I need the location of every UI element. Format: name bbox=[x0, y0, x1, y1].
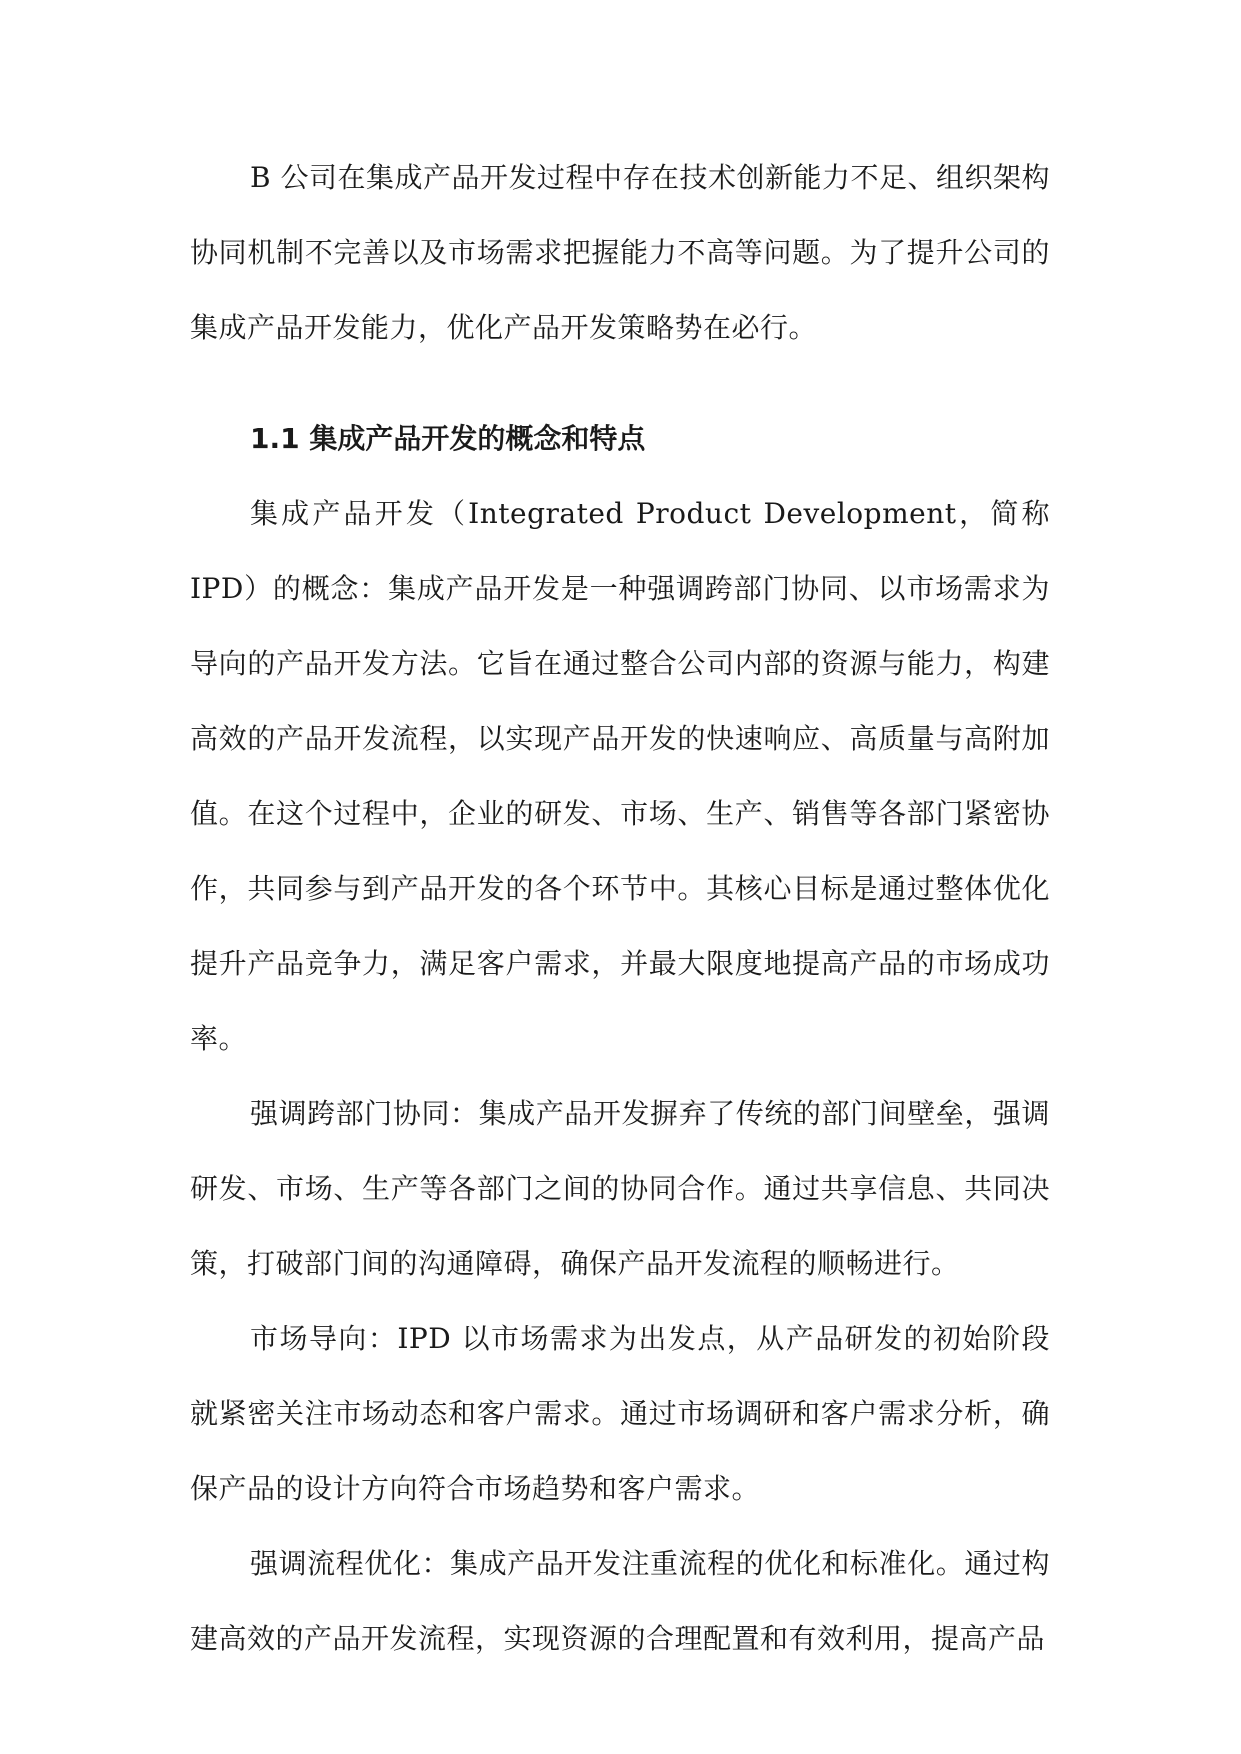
section-heading: 1.1 集成产品开发的概念和特点 bbox=[250, 422, 646, 455]
body-paragraph: 市场导向：IPD 以市场需求为出发点，从产品研发的初始阶段就紧密关注市场动态和客户需求。通过市场调研和客户需求分析，确保产品的设计方向符合市场趋势和客户需求。 bbox=[190, 1322, 1050, 1505]
body-paragraph: 集成产品开发（Integrated Product Development，简称 IPD）的概念：集成产品开发是一种强调跨部门协同、以市场需求为导向的产品开发方法。它旨在通过整合公司内部的资源与能力，构建高效的产品开发流程，以实现产品开发的快速响应、高质量与高附加值。在这个过程中，企业的研发、市场、生产、销售等各部门紧密协作，共同参与到产品开发的各个环节中。其核心目标是通过整体优化提升产品竞争力，满足客户需求，并最大限度地提高产品的市场成功率。 bbox=[190, 497, 1050, 1055]
body-paragraph: 强调跨部门协同：集成产品开发摒弃了传统的部门间壁垒，强调研发、市场、生产等各部门之间的协同合作。通过共享信息、共同决策，打破部门间的沟通障碍，确保产品开发流程的顺畅进行。 bbox=[190, 1097, 1050, 1280]
document-page bbox=[190, 140, 1050, 1676]
body-paragraph: 强调流程优化：集成产品开发注重流程的优化和标准化。通过构建高效的产品开发流程，实现资源的合理配置和有效利用，提高产品 bbox=[190, 1547, 1050, 1655]
intro-paragraph: B 公司在集成产品开发过程中存在技术创新能力不足、组织架构协同机制不完善以及市场需求把握能力不高等问题。为了提升公司的集成产品开发能力，优化产品开发策略势在必行。 bbox=[190, 161, 1050, 344]
